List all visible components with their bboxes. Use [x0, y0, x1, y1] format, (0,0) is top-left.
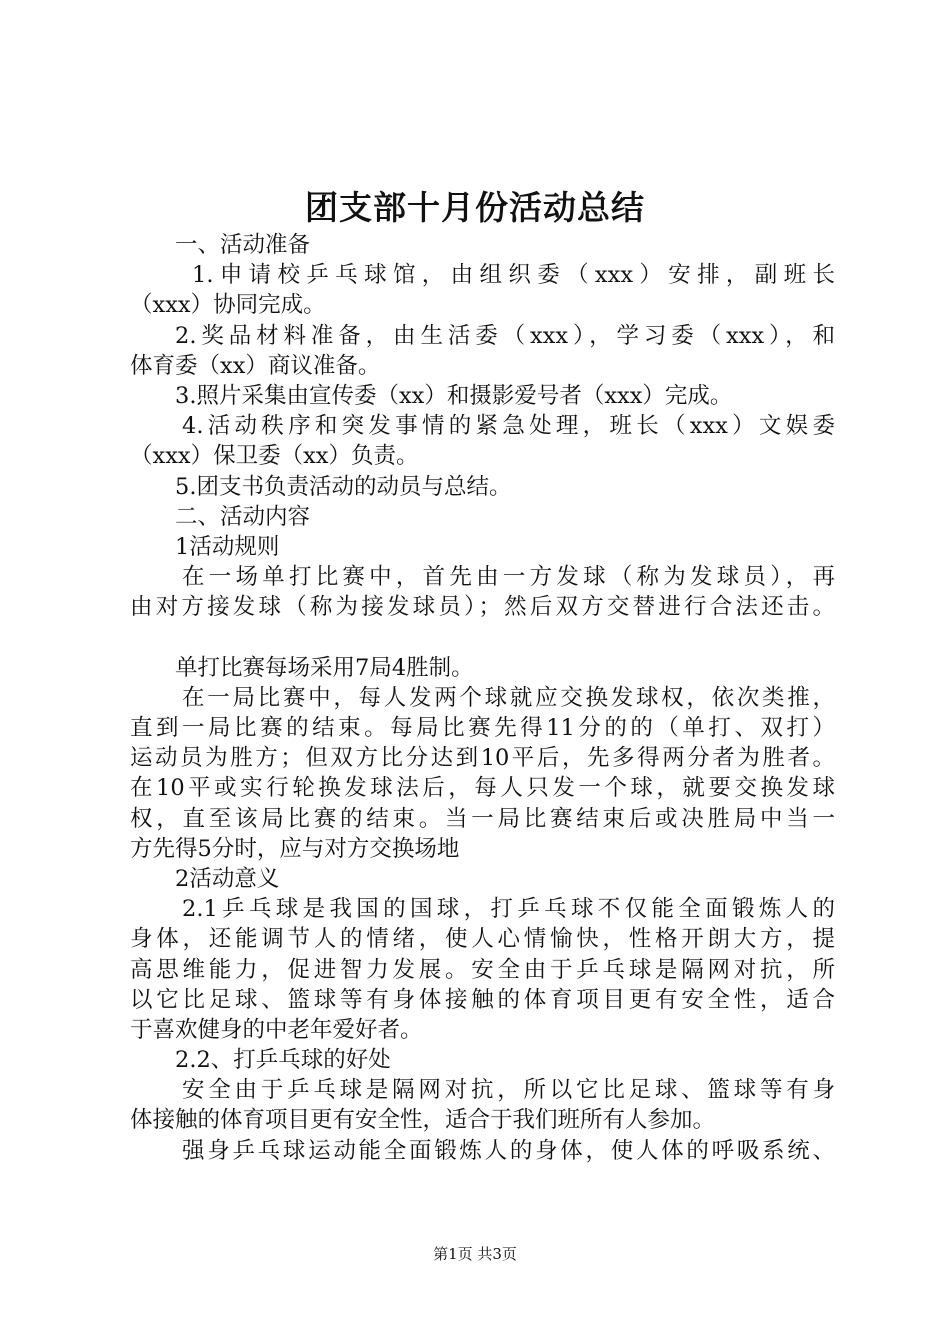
paragraph-line: 体接触的体育项目更有安全性，适合于我们班所有人参加。 [130, 1107, 716, 1134]
paragraph-line: （xxx）协同完成。 [130, 292, 326, 319]
subsection-heading: 2活动意义 [175, 865, 280, 892]
paragraph-line: 运动员为胜方；但双方比分达到10平后，先多得两分者为胜者。 [130, 745, 835, 772]
paragraph-line: 权，直至该局比赛的结束。当一局比赛结束后或决胜局中当一 [130, 805, 835, 832]
document-title: 团支部十月份活动总结 [305, 188, 645, 227]
paragraph-line: 单打比赛每场采用7局4胜制。 [175, 654, 474, 681]
paragraph-line: 5.团支书负责活动的动员与总结。 [175, 473, 512, 500]
paragraph-line: 在10平或实行轮换发球法后，每人只发一个球，就要交换发球 [130, 775, 835, 802]
paragraph-line: 高思维能力，促进智力发展。安全由于乒乓球是隔网对抗，所 [130, 956, 835, 983]
paragraph-line: 身体，还能调节人的情绪，使人心情愉快，性格开朗大方，提 [130, 926, 835, 953]
paragraph-line: 在一场单打比赛中，首先由一方发球（称为发球员），再 [182, 564, 835, 591]
paragraph-line: 以它比足球、篮球等有身体接触的体育项目更有安全性，适合 [130, 986, 835, 1013]
paragraph-line: （xxx）保卫委（xx）负责。 [130, 443, 419, 470]
paragraph-line: 在一局比赛中，每人发两个球就应交换发球权，依次类推， [182, 684, 835, 711]
blank-line [130, 622, 835, 652]
paragraph-line: 安全由于乒乓球是隔网对抗，所以它比足球、篮球等有身 [182, 1077, 835, 1104]
section-heading: 一、活动准备 [175, 232, 311, 258]
paragraph-line: 于喜欢健身的中老年爱好者。 [130, 1016, 423, 1043]
paragraph-line: 2.奖品材料准备，由生活委（xxx），学习委（xxx），和 [175, 322, 835, 349]
paragraph-line: 方先得5分时，应与对方交换场地 [130, 835, 460, 862]
paragraph-line: 直到一局比赛的结束。每局比赛先得11分的的（单打、双打） [130, 715, 835, 741]
paragraph-line: 2.1乒乓球是我国的国球，打乒乓球不仅能全面锻炼人的 [182, 896, 835, 923]
paragraph-line: 3.照片采集由宣传委（xx）和摄影爱号者（xxx）完成。 [175, 382, 733, 409]
section-heading: 二、活动内容 [175, 503, 311, 530]
paragraph-line: 体育委（xx）商议准备。 [130, 352, 381, 379]
paragraph-line: 4.活动秩序和突发事情的紧急处理，班长（xxx）文娱委 [182, 413, 835, 440]
paragraph-line: 1.申请校乒乓球馆，由组织委（xxx）安排，副班长 [192, 262, 835, 289]
subsection-heading: 1活动规则 [175, 533, 280, 560]
paragraph-line: 由对方接发球（称为接发球员）；然后双方交替进行合法还击。 [130, 594, 835, 621]
page-footer: 第1页 共3页 [433, 1245, 517, 1263]
paragraph-line: 强身乒乓球运动能全面锻炼人的身体，使人体的呼吸系统、 [182, 1137, 835, 1164]
subsection-heading: 2.2、打乒乓球的好处 [175, 1047, 391, 1074]
document-body [130, 230, 835, 1166]
